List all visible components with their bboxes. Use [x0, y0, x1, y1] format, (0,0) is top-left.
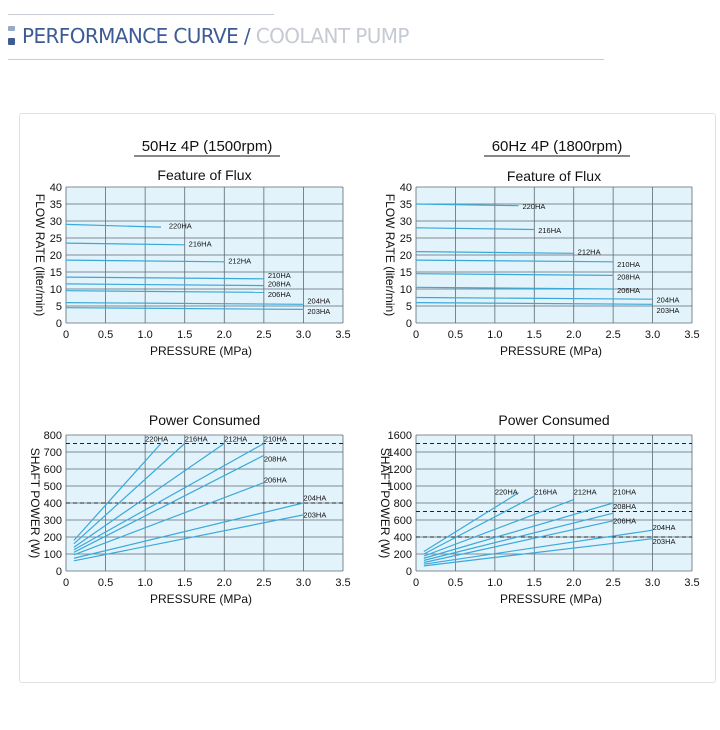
y-tick-label: 0 — [55, 318, 62, 330]
series-label-210ha: 210HA — [617, 259, 641, 269]
chart-power-60hz — [378, 412, 700, 606]
x-tick-label: 2.0 — [566, 577, 582, 589]
y-tick-label: 20 — [49, 250, 62, 262]
series-label-216ha: 216HA — [534, 487, 558, 497]
chart-flux-50hz — [33, 167, 351, 358]
series-label-210ha: 210HA — [263, 434, 287, 444]
y-tick-label: 40 — [399, 182, 412, 194]
y-tick-label: 15 — [399, 267, 412, 279]
y-tick-label: 35 — [399, 199, 412, 211]
x-tick-label: 3.0 — [644, 577, 661, 589]
y-tick-label: 1600 — [387, 430, 412, 442]
series-label-208ha: 208HA — [267, 279, 291, 289]
y-tick-label: 10 — [399, 284, 412, 296]
series-label-204ha: 204HA — [652, 523, 676, 533]
series-label-212ha: 212HA — [224, 434, 248, 444]
x-tick-label: 2.5 — [256, 577, 272, 589]
series-label-220ha: 220HA — [522, 202, 546, 212]
chart-power-50hz — [28, 412, 351, 606]
y-tick-label: 30 — [49, 216, 62, 228]
y-tick-label: 300 — [43, 515, 62, 527]
y-tick-label: 40 — [49, 182, 62, 194]
group-title-50hz: 50Hz 4P (1500rpm) — [141, 138, 273, 155]
series-label-204ha: 204HA — [303, 493, 327, 503]
y-axis-label: FLOW RATE (liter/min) — [383, 193, 397, 317]
y-tick-label: 1200 — [387, 464, 412, 476]
x-tick-label: 0 — [412, 329, 420, 341]
page-title-main: PERFORMANCE CURVE — [22, 24, 239, 48]
x-axis-label: PRESSURE (MPa) — [149, 344, 253, 358]
y-tick-label: 35 — [49, 199, 62, 211]
x-tick-label: 0.5 — [97, 577, 114, 589]
y-tick-label: 500 — [43, 481, 62, 493]
chart-title: Feature of Flux — [157, 167, 252, 183]
y-axis-label: SHAFT POWER (W) — [378, 447, 392, 559]
y-tick-label: 25 — [399, 233, 412, 245]
y-tick-label: 600 — [43, 464, 62, 476]
series-label-212ha: 212HA — [573, 487, 597, 497]
series-label-204ha: 204HA — [307, 296, 331, 306]
y-tick-label: 400 — [43, 498, 62, 510]
x-tick-label: 0 — [62, 329, 70, 341]
x-tick-label: 2.5 — [256, 329, 272, 341]
x-tick-label: 3.0 — [295, 329, 312, 341]
series-label-220ha: 220HA — [494, 487, 518, 497]
x-tick-label: 3.0 — [644, 329, 661, 341]
series-label-208ha: 208HA — [617, 272, 641, 282]
x-tick-label: 3.5 — [335, 577, 351, 589]
x-tick-label: 3.5 — [684, 329, 700, 341]
x-tick-label: 3.0 — [295, 577, 312, 589]
series-label-210ha: 210HA — [613, 487, 637, 497]
x-tick-label: 1.0 — [487, 577, 503, 589]
x-tick-label: 1.5 — [526, 577, 542, 589]
series-label-212ha: 212HA — [228, 256, 252, 266]
y-tick-label: 25 — [49, 233, 62, 245]
series-label-203ha: 203HA — [303, 510, 327, 520]
x-tick-label: 3.5 — [684, 577, 700, 589]
x-axis-label: PRESSURE (MPa) — [499, 592, 603, 606]
series-label-216ha: 216HA — [538, 225, 562, 235]
x-axis-label: PRESSURE (MPa) — [499, 344, 603, 358]
y-tick-label: 30 — [399, 216, 412, 228]
series-label-210ha: 210HA — [267, 270, 291, 280]
y-tick-label: 5 — [405, 301, 412, 313]
y-tick-label: 1000 — [387, 481, 412, 493]
series-label-203ha: 203HA — [307, 306, 331, 316]
series-label-216ha: 216HA — [184, 434, 208, 444]
y-tick-label: 1400 — [387, 447, 412, 459]
y-tick-label: 700 — [43, 447, 62, 459]
y-tick-label: 200 — [393, 549, 412, 561]
series-label-220ha: 220HA — [145, 434, 169, 444]
y-tick-label: 10 — [49, 284, 62, 296]
x-tick-label: 1.5 — [177, 577, 193, 589]
series-label-206ha: 206HA — [267, 289, 291, 299]
x-tick-label: 2.0 — [566, 329, 582, 341]
x-tick-label: 1.5 — [526, 329, 542, 341]
series-label-208ha: 208HA — [263, 454, 287, 464]
y-tick-label: 0 — [405, 318, 412, 330]
series-label-220ha: 220HA — [168, 221, 192, 231]
chart-title: Feature of Flux — [506, 168, 602, 184]
chart-title: Power Consumed — [498, 412, 610, 428]
x-tick-label: 0.5 — [97, 329, 114, 341]
x-axis-label: PRESSURE (MPa) — [149, 592, 253, 606]
group-title-60hz: 60Hz 4P (1800rpm) — [491, 138, 623, 155]
series-label-206ha: 206HA — [617, 286, 641, 296]
y-tick-label: 400 — [393, 532, 412, 544]
y-tick-label: 100 — [43, 549, 62, 561]
y-tick-label: 20 — [399, 250, 412, 262]
series-label-204ha: 204HA — [656, 295, 680, 305]
series-label-206ha: 206HA — [263, 475, 287, 485]
y-tick-label: 200 — [43, 532, 62, 544]
x-tick-label: 3.5 — [335, 329, 351, 341]
y-tick-label: 0 — [55, 566, 62, 578]
chart-title: Power Consumed — [148, 412, 261, 428]
x-tick-label: 1.0 — [137, 577, 153, 589]
page-title-separator: / — [238, 24, 256, 48]
y-tick-label: 0 — [405, 566, 412, 578]
x-tick-label: 1.5 — [177, 329, 193, 341]
series-label-206ha: 206HA — [613, 516, 637, 526]
series-label-203ha: 203HA — [652, 536, 676, 546]
page-title-sub: COOLANT PUMP — [255, 24, 409, 48]
y-axis-label: SHAFT POWER (W) — [28, 447, 42, 559]
x-tick-label: 1.0 — [487, 329, 503, 341]
series-label-208ha: 208HA — [613, 501, 637, 511]
chart-flux-60hz — [383, 168, 700, 358]
x-tick-label: 0 — [62, 577, 70, 589]
x-tick-label: 2.5 — [605, 577, 621, 589]
x-tick-label: 2.0 — [216, 577, 232, 589]
y-tick-label: 800 — [43, 430, 62, 442]
x-tick-label: 2.5 — [605, 329, 621, 341]
y-tick-label: 15 — [49, 267, 62, 279]
x-tick-label: 0 — [412, 577, 420, 589]
y-tick-label: 5 — [55, 301, 62, 313]
y-axis-label: FLOW RATE (liter/min) — [33, 193, 47, 317]
series-label-212ha: 212HA — [577, 247, 601, 257]
series-label-216ha: 216HA — [188, 239, 212, 249]
x-tick-label: 1.0 — [137, 329, 153, 341]
series-label-203ha: 203HA — [656, 305, 680, 315]
x-tick-label: 2.0 — [216, 329, 232, 341]
y-tick-label: 600 — [393, 515, 412, 527]
x-tick-label: 0.5 — [447, 329, 464, 341]
y-tick-label: 800 — [393, 498, 412, 510]
x-tick-label: 0.5 — [447, 577, 464, 589]
